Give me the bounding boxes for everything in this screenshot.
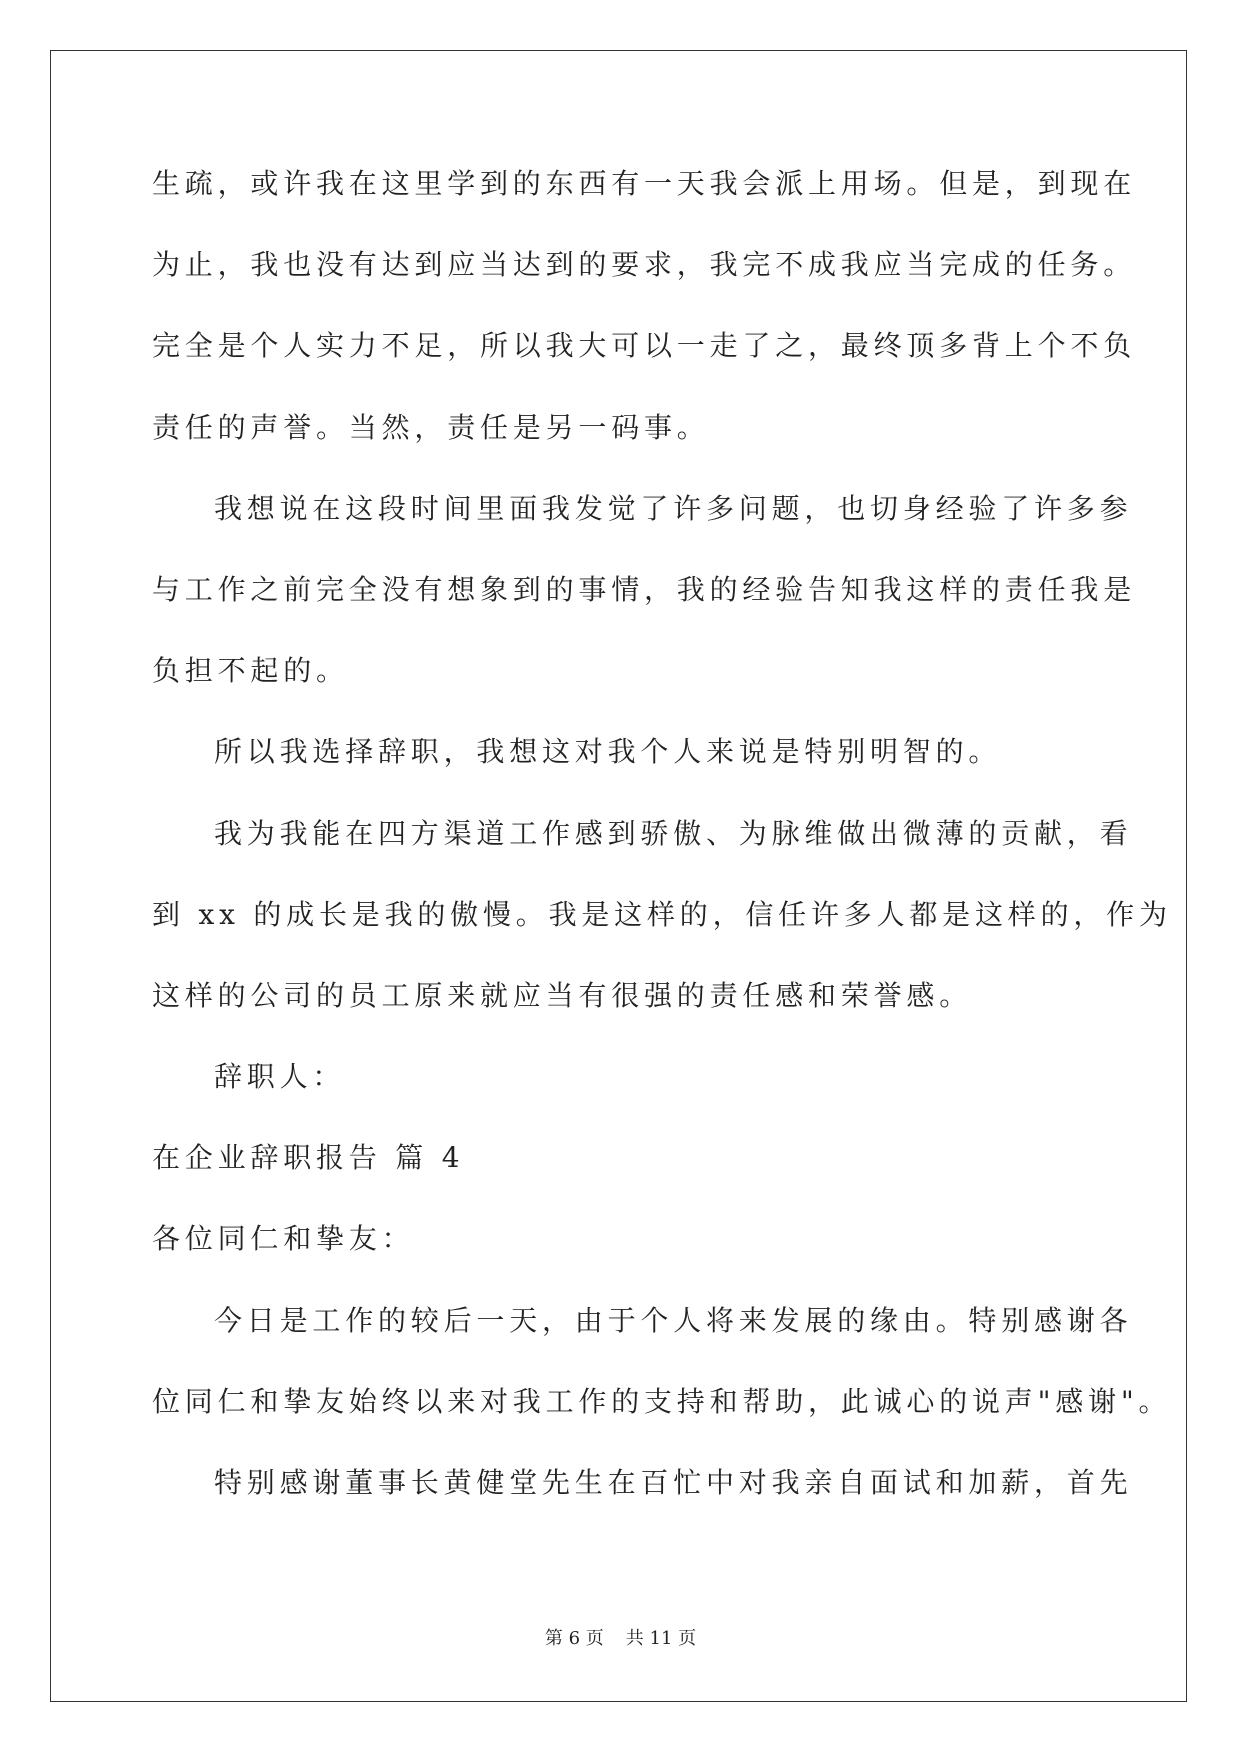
text-line: 生疏，或许我在这里学到的东西有一天我会派上用场。但是，到现在	[152, 167, 1137, 200]
text-line: 完全是个人实力不足，所以我大可以一走了之，最终顶多背上个不负	[152, 329, 1137, 363]
text-line: 所以我选择辞职，我想这对我个人来说是特别明智的。	[214, 735, 1002, 769]
page-total: 共 11 页	[625, 1628, 697, 1649]
section-heading: 在企业辞职报告 篇 4	[152, 1141, 465, 1175]
signature-label: 辞职人：	[214, 1060, 346, 1094]
text-line: 到 xx 的成长是我的傲慢。我是这样的，信任许多人都是这样的，作为	[152, 897, 1172, 931]
page-footer	[0, 1624, 1241, 1650]
salutation: 各位同仁和挚友：	[152, 1222, 415, 1256]
text-line: 我想说在这段时间里面我发觉了许多问题，也切身经验了许多参	[214, 491, 1133, 525]
text-line: 为止，我也没有达到应当达到的要求，我完不成我应当完成的任务。	[152, 248, 1137, 282]
text-line: 我为我能在四方渠道工作感到骄傲、为脉维做出微薄的贡献，看	[214, 816, 1133, 850]
text-line: 负担不起的。	[152, 654, 349, 688]
text-line: 位同仁和挚友始终以来对我工作的支持和帮助，此诚心的说声"感谢"。	[152, 1384, 1172, 1418]
text-line: 特别感谢董事长黄健堂先生在百忙中对我亲自面试和加薪，首先	[214, 1466, 1133, 1499]
text-line: 今日是工作的较后一天，由于个人将来发展的缘由。特别感谢各	[214, 1303, 1133, 1337]
text-line: 这样的公司的员工原来就应当有很强的责任感和荣誉感。	[152, 978, 973, 1012]
text-line: 与工作之前完全没有想象到的事情，我的经验告知我这样的责任我是	[152, 572, 1137, 606]
text-line: 责任的声誉。当然，责任是另一码事。	[152, 410, 710, 444]
page-number: 第 6 页	[544, 1628, 604, 1649]
document-body	[152, 160, 1172, 1540]
